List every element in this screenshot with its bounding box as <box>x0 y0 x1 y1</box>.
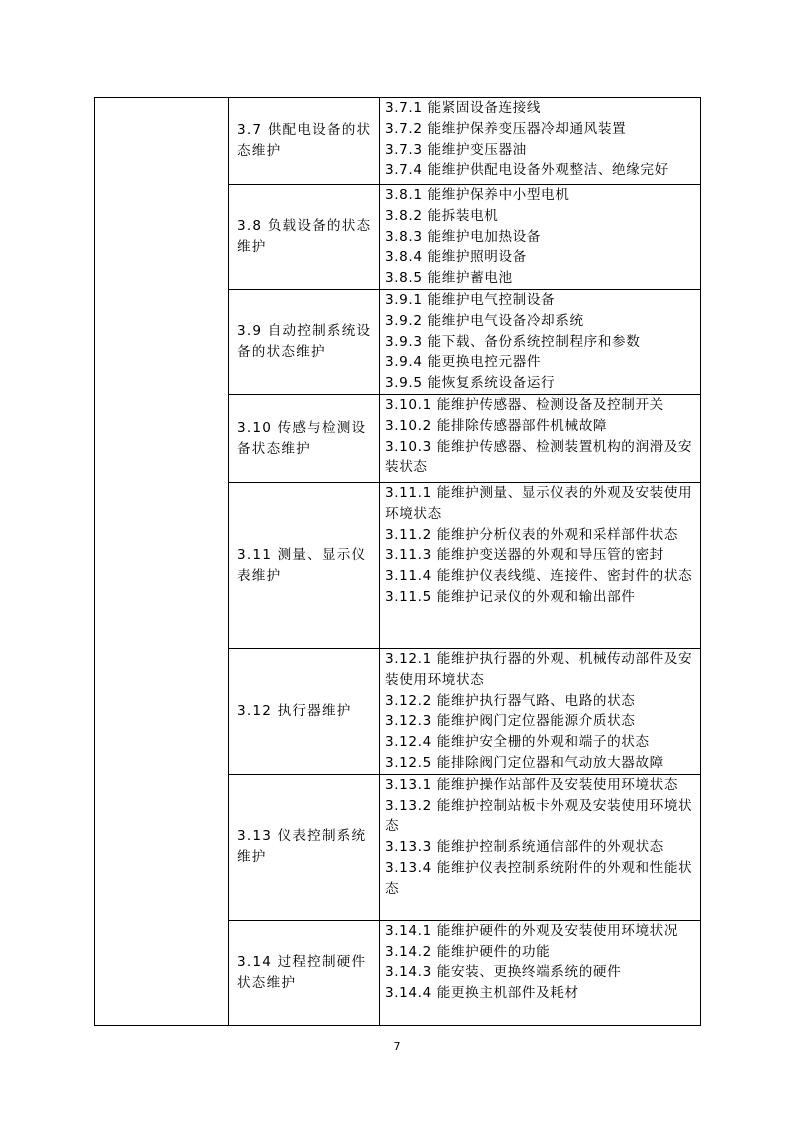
skills-cell <box>380 395 701 483</box>
page-number: 7 <box>393 1040 401 1053</box>
topic-cell: 3.8 负载设备的状态维护 <box>229 185 380 290</box>
skill-item: 3.7.1 能紧固设备连接线 <box>385 100 542 116</box>
skills-cell <box>380 98 701 185</box>
skills-cell <box>380 290 701 395</box>
skills-cell <box>380 483 701 649</box>
skill-item: 3.8.2 能拆装电机 <box>385 207 499 224</box>
skill-item: 3.8.1 能维护保养中小型电机 <box>385 187 570 203</box>
skill-item: 3.8.4 能维护照明设备 <box>385 249 527 266</box>
skill-item: 3.13.1 能维护操作站部件及安装使用环境状态 <box>385 776 679 793</box>
skill-item: 3.13.2 能维护控制站板卡外观及安装使用环境状态 <box>385 797 693 835</box>
topic-cell: 3.14 过程控制硬件状态维护 <box>229 920 380 1025</box>
skill-item: 3.11.2 能维护分析仪表的外观和采样部件状态 <box>385 526 679 543</box>
skill-item: 3.12.3 能维护阀门定位器能源介质状态 <box>385 713 636 730</box>
skill-item: 3.12.1 能维护执行器的外观、机械传动部件及安装使用环境状态 <box>385 651 693 688</box>
skills-cell <box>380 774 701 920</box>
skill-item: 3.10.3 能维护传感器、检测装置机构的润滑及安装状态 <box>385 438 693 476</box>
skill-item: 3.11.3 能维护变送器的外观和导压管的密封 <box>385 547 664 564</box>
competency-table-wrapper <box>94 97 700 1026</box>
skill-item: 3.12.5 能排除阀门定位器和气动放大器故障 <box>385 754 664 771</box>
skill-item: 3.8.3 能维护电加热设备 <box>385 228 542 245</box>
topic-cell: 3.12 执行器维护 <box>229 649 380 775</box>
skill-item: 3.9.5 能恢复系统设备运行 <box>385 375 556 392</box>
table-row <box>95 98 701 185</box>
skills-cell <box>380 649 701 775</box>
topic-cell: 3.11 测量、显示仪表维护 <box>229 483 380 649</box>
topic-cell: 3.13 仪表控制系统维护 <box>229 774 380 920</box>
skill-item: 3.9.1 能维护电气控制设备 <box>385 292 556 308</box>
skill-item: 3.14.3 能安装、更换终端系统的硬件 <box>385 964 622 981</box>
skills-cell <box>380 185 701 290</box>
topic-cell: 3.9 自动控制系统设备的状态维护 <box>229 290 380 395</box>
skill-item: 3.11.1 能维护测量、显示仪表的外观及安装使用环境状态 <box>385 485 693 522</box>
skill-item: 3.9.2 能维护电气设备冷却系统 <box>385 312 584 329</box>
skill-item: 3.7.4 能维护供配电设备外观整洁、绝缘完好 <box>385 162 669 179</box>
skill-item: 3.14.4 能更换主机部件及耗材 <box>385 985 579 1002</box>
skills-cell <box>380 920 701 1025</box>
skill-item: 3.9.3 能下载、备份系统控制程序和参数 <box>385 333 641 350</box>
skill-item: 3.13.4 能维护仪表控制系统附件的外观和性能状态 <box>385 859 693 897</box>
skill-item: 3.7.2 能维护保养变压器冷却通风装置 <box>385 120 627 137</box>
skill-item: 3.7.3 能维护变压器油 <box>385 141 527 158</box>
topic-cell: 3.10 传感与检测设备状态维护 <box>229 395 380 483</box>
skill-item: 3.11.4 能维护仪表线缆、连接件、密封件的状态 <box>385 568 693 585</box>
competency-table <box>94 97 701 1026</box>
skill-item: 3.14.2 能维护硬件的功能 <box>385 943 551 960</box>
topic-cell: 3.7 供配电设备的状态维护 <box>229 98 380 185</box>
skill-item: 3.13.3 能维护控制系统通信部件的外观状态 <box>385 839 664 856</box>
skill-item: 3.12.4 能维护安全栅的外观和端子的状态 <box>385 734 650 751</box>
skill-item: 3.8.5 能维护蓄电池 <box>385 270 513 287</box>
skill-item: 3.10.2 能排除传感器部件机械故障 <box>385 417 608 434</box>
skill-item: 3.12.2 能维护执行器气路、电路的状态 <box>385 692 636 709</box>
skill-item: 3.10.1 能维护传感器、检测设备及控制开关 <box>385 397 664 413</box>
skill-item: 3.14.1 能维护硬件的外观及安装使用环境状况 <box>385 922 679 939</box>
skill-item: 3.9.4 能更换电控元器件 <box>385 354 542 371</box>
skill-item: 3.11.5 能维护记录仪的外观和输出部件 <box>385 588 636 605</box>
merged-category-cell <box>95 98 229 1026</box>
